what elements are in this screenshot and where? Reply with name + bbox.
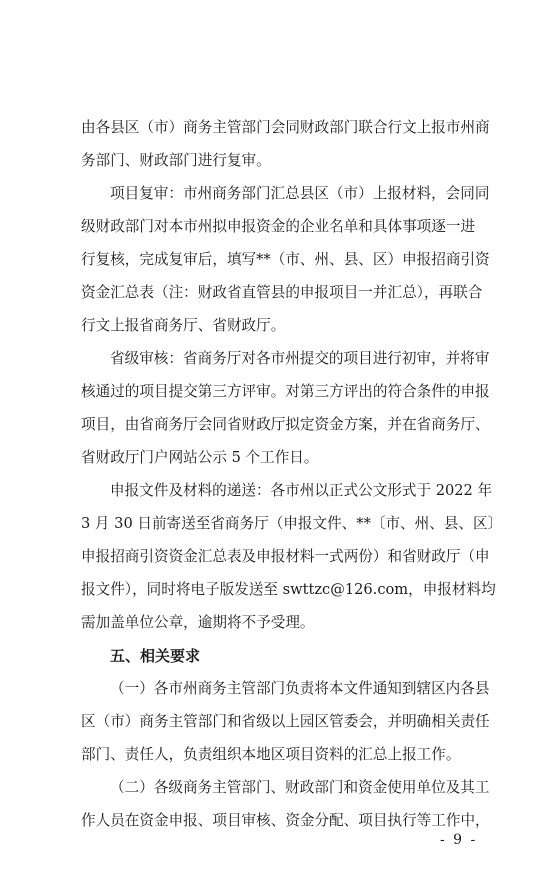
paragraph-line: 资金汇总表（注：财政省直管县的申报项目一并汇总），再联合 [81, 284, 483, 301]
paragraph-line: 申报招商引资资金汇总表及申报材料一式两份）和省财政厅（申 [81, 548, 490, 565]
section-heading: 五、相关要求 [110, 647, 201, 665]
paragraph-line: 行文上报省商务厅、省财政厅。 [81, 317, 286, 334]
paragraph-line-submission: 申报文件及材料的递送：各市州以正式公文形式于 2022 年 [110, 482, 493, 499]
paragraph-line: 行复核，完成复审后，填写**（市、州、县、区）申报招商引资 [81, 251, 490, 268]
paragraph-line: 3 月 30 日前寄送至省商务厅（申报文件、**〔市、州、县、区〕 [81, 515, 503, 532]
paragraph-line: 作人员在资金申报、项目审核、资金分配、项目执行等工作中， [81, 812, 490, 829]
paragraph-line: 级财政部门对本市州拟申报资金的企业名单和具体事项逐一进 [81, 218, 476, 235]
paragraph-line: 报文件），同时将电子版发送至 swttzc@126.com，申报材料均 [81, 581, 496, 598]
paragraph-line-provincial-audit: 省级审核：省商务厅对各市州提交的项目进行初审，并将审 [110, 350, 490, 367]
paragraph-line-review: 项目复审：市州商务部门汇总县区（市）上报材料，会同同 [110, 185, 490, 202]
paragraph-line: 项目，由省商务厅会同省财政厅拟定资金方案，并在省商务厅、 [81, 416, 490, 433]
paragraph-line: 核通过的项目提交第三方评审。对第三方评出的符合条件的申报 [81, 383, 490, 400]
page-number: - 9 - [440, 832, 478, 848]
paragraph-line: 区（市）商务主管部门和省级以上园区管委会，并明确相关责任 [81, 713, 490, 730]
paragraph-line: 省财政厅门户网站公示 5 个工作日。 [81, 449, 319, 466]
paragraph-line: 需加盖单位公章，逾期将不予受理。 [81, 614, 315, 631]
paragraph-line: 由各县区（市）商务主管部门会同财政部门联合行文上报市州商 [81, 119, 490, 136]
paragraph-line-requirement-1: （一）各市州商务主管部门负责将本文件通知到辖区内各县 [110, 680, 490, 697]
paragraph-line: 部门、责任人，负责组织本地区项目资料的汇总上报工作。 [81, 746, 461, 763]
paragraph-line-requirement-2: （二）各级商务主管部门、财政部门和资金使用单位及其工 [110, 779, 490, 796]
paragraph-line: 务部门、财政部门进行复审。 [81, 152, 271, 169]
